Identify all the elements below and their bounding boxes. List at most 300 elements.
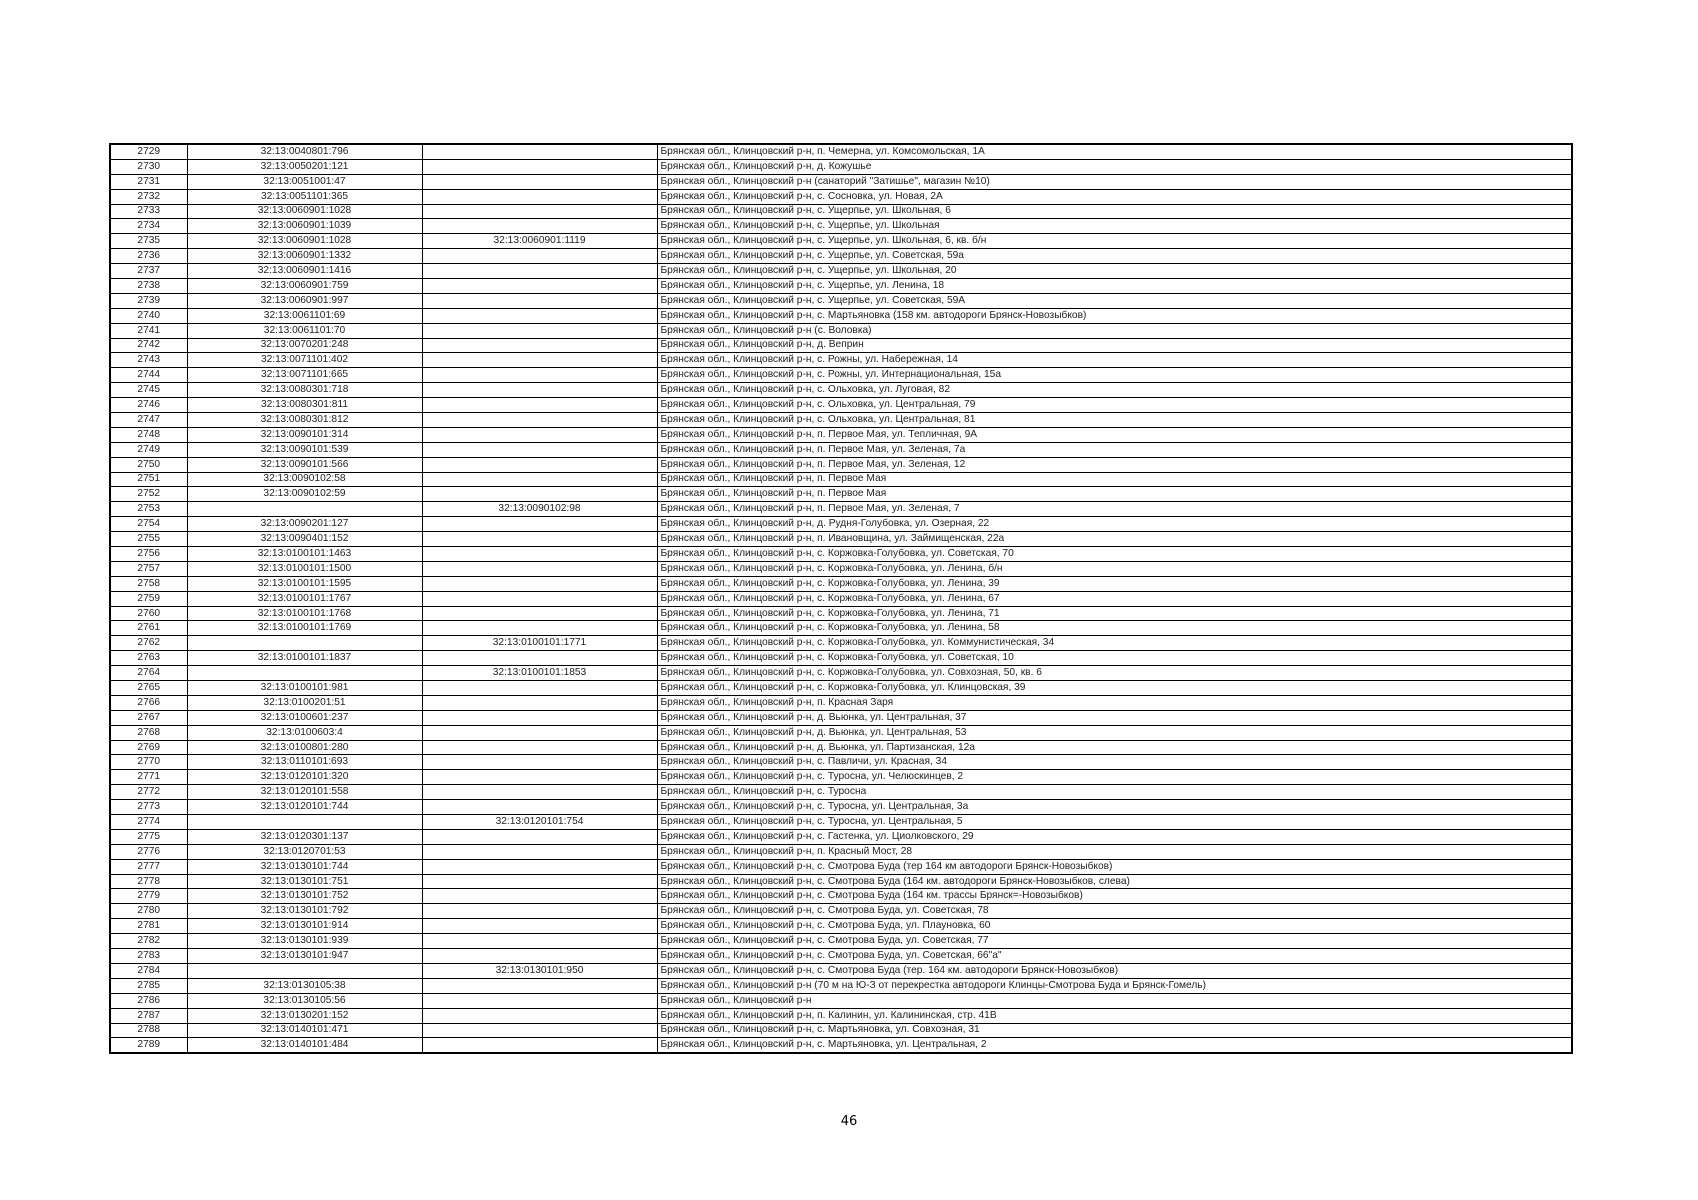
cadastral-number-cell: 32:13:0100101:1463 (187, 547, 422, 562)
row-number-cell: 2770 (110, 755, 187, 770)
table-row (110, 904, 1572, 919)
row-number-cell: 2741 (110, 323, 187, 338)
cadastral-number-cell: 32:13:0100101:1768 (187, 606, 422, 621)
table-row (110, 755, 1572, 770)
cadastral-number-cell (187, 963, 422, 978)
cadastral-number-cell: 32:13:0060901:1028 (187, 204, 422, 219)
cadastral-number-cell: 32:13:0130105:38 (187, 978, 422, 993)
row-number-cell: 2783 (110, 949, 187, 964)
cadastral-number-2-cell (422, 755, 657, 770)
cadastral-number-cell: 32:13:0051101:365 (187, 189, 422, 204)
cadastral-number-2-cell (422, 547, 657, 562)
address-cell: Брянская обл., Клинцовский р-н, с. Коржовка-Голубовка, ул. Ленина, 39 (657, 576, 1572, 591)
cadastral-number-cell: 32:13:0100601:237 (187, 710, 422, 725)
row-number-cell: 2756 (110, 547, 187, 562)
row-number-cell: 2730 (110, 159, 187, 174)
row-number-cell: 2776 (110, 844, 187, 859)
cadastral-number-2-cell (422, 264, 657, 279)
row-number-cell: 2768 (110, 725, 187, 740)
row-number-cell: 2729 (110, 144, 187, 159)
address-cell: Брянская обл., Клинцовский р-н, с. Рожны, ул. Интернациональная, 15а (657, 368, 1572, 383)
cadastral-number-2-cell (422, 412, 657, 427)
table-row (110, 978, 1572, 993)
row-number-cell: 2780 (110, 904, 187, 919)
row-number-cell: 2746 (110, 398, 187, 413)
cadastral-number-2-cell (422, 800, 657, 815)
address-cell: Брянская обл., Клинцовский р-н, с. Ущерпье, ул. Школьная, 6, кв. б/н (657, 234, 1572, 249)
address-cell: Брянская обл., Клинцовский р-н, п. Калинин, ул. Калининская, стр. 41В (657, 1008, 1572, 1023)
cadastral-number-2-cell (422, 144, 657, 159)
cadastral-number-cell: 32:13:0050201:121 (187, 159, 422, 174)
table-row (110, 442, 1572, 457)
row-number-cell: 2764 (110, 666, 187, 681)
row-number-cell: 2777 (110, 859, 187, 874)
cadastral-number-cell: 32:13:0080301:718 (187, 383, 422, 398)
row-number-cell: 2744 (110, 368, 187, 383)
cadastral-number-cell: 32:13:0080301:811 (187, 398, 422, 413)
address-cell: Брянская обл., Клинцовский р-н, с. Коржовка-Голубовка, ул. Советская, 10 (657, 651, 1572, 666)
cadastral-number-cell: 32:13:0140101:484 (187, 1038, 422, 1053)
cadastral-number-cell: 32:13:0100603:4 (187, 725, 422, 740)
cadastral-number-cell (187, 815, 422, 830)
cadastral-number-2-cell: 32:13:0120101:754 (422, 815, 657, 830)
row-number-cell: 2761 (110, 621, 187, 636)
address-cell: Брянская обл., Клинцовский р-н, с. Мартьяновка, ул. Совхозная, 31 (657, 1023, 1572, 1038)
table-row (110, 666, 1572, 681)
cadastral-number-cell: 32:13:0060901:997 (187, 293, 422, 308)
row-number-cell: 2782 (110, 934, 187, 949)
cadastral-number-2-cell (422, 904, 657, 919)
cadastral-number-2-cell (422, 189, 657, 204)
address-cell: Брянская обл., Клинцовский р-н, д. Рудня-Голубовка, ул. Озерная, 22 (657, 517, 1572, 532)
table-row (110, 174, 1572, 189)
row-number-cell: 2763 (110, 651, 187, 666)
cadastral-number-2-cell (422, 591, 657, 606)
address-cell: Брянская обл., Клинцовский р-н, с. Павличи, ул. Красная, 34 (657, 755, 1572, 770)
row-number-cell: 2736 (110, 249, 187, 264)
table-row (110, 353, 1572, 368)
row-number-cell: 2772 (110, 785, 187, 800)
row-number-cell: 2765 (110, 681, 187, 696)
cadastral-number-2-cell: 32:13:0100101:1771 (422, 636, 657, 651)
table-row (110, 1023, 1572, 1038)
cadastral-number-2-cell (422, 919, 657, 934)
table-row (110, 889, 1572, 904)
cadastral-number-2-cell (422, 1023, 657, 1038)
row-number-cell: 2748 (110, 427, 187, 442)
address-cell: Брянская обл., Клинцовский р-н, с. Гастенка, ул. Циолковского, 29 (657, 829, 1572, 844)
cadastral-number-2-cell: 32:13:0130101:950 (422, 963, 657, 978)
row-number-cell: 2739 (110, 293, 187, 308)
table-row (110, 606, 1572, 621)
address-cell: Брянская обл., Клинцовский р-н, с. Коржовка-Голубовка, ул. Совхозная, 50, кв. 6 (657, 666, 1572, 681)
row-number-cell: 2731 (110, 174, 187, 189)
cadastral-number-2-cell (422, 606, 657, 621)
cadastral-number-cell: 32:13:0060901:1028 (187, 234, 422, 249)
table-row (110, 189, 1572, 204)
address-cell: Брянская обл., Клинцовский р-н, с. Смотрова Буда (тер. 164 км. автодороги Брянск-Новозыбков) (657, 963, 1572, 978)
address-cell: Брянская обл., Клинцовский р-н, п. Ивановщина, ул. Займищенская, 22а (657, 532, 1572, 547)
table-row (110, 323, 1572, 338)
row-number-cell: 2754 (110, 517, 187, 532)
cadastral-number-2-cell (422, 517, 657, 532)
cadastral-number-2-cell (422, 323, 657, 338)
cadastral-number-cell: 32:13:0090201:127 (187, 517, 422, 532)
table-row (110, 249, 1572, 264)
address-cell: Брянская обл., Клинцовский р-н, с. Ущерпье, ул. Школьная (657, 219, 1572, 234)
table-row (110, 681, 1572, 696)
row-number-cell: 2757 (110, 561, 187, 576)
page-number: 46 (840, 1114, 858, 1129)
cadastral-number-cell: 32:13:0100101:1769 (187, 621, 422, 636)
address-cell: Брянская обл., Клинцовский р-н, с. Ущерпье, ул. Школьная, 20 (657, 264, 1572, 279)
table-row (110, 144, 1572, 159)
table-row (110, 934, 1572, 949)
cadastral-number-cell: 32:13:0060901:1039 (187, 219, 422, 234)
address-cell: Брянская обл., Клинцовский р-н, п. Первое Мая, ул. Тепличная, 9А (657, 427, 1572, 442)
row-number-cell: 2759 (110, 591, 187, 606)
cadastral-number-cell: 32:13:0120101:744 (187, 800, 422, 815)
row-number-cell: 2787 (110, 1008, 187, 1023)
row-number-cell: 2779 (110, 889, 187, 904)
address-cell: Брянская обл., Клинцовский р-н, с. Коржовка-Голубовка, ул. Ленина, 58 (657, 621, 1572, 636)
address-cell: Брянская обл., Клинцовский р-н, с. Смотрова Буда (164 км. автодороги Брянск-Новозыбков, слева) (657, 874, 1572, 889)
cadastral-number-cell: 32:13:0090102:58 (187, 472, 422, 487)
cadastral-number-2-cell (422, 993, 657, 1008)
table-row (110, 740, 1572, 755)
cadastral-number-2-cell (422, 308, 657, 323)
address-cell: Брянская обл., Клинцовский р-н, с. Туросна, ул. Центральная, 5 (657, 815, 1572, 830)
address-cell: Брянская обл., Клинцовский р-н, с. Туросна, ул. Центральная, 3а (657, 800, 1572, 815)
address-cell: Брянская обл., Клинцовский р-н, с. Мартьяновка (158 км. автодороги Брянск-Новозыбков) (657, 308, 1572, 323)
cadastral-number-2-cell: 32:13:0100101:1853 (422, 666, 657, 681)
cadastral-number-cell: 32:13:0130101:744 (187, 859, 422, 874)
cadastral-number-cell: 32:13:0120701:53 (187, 844, 422, 859)
row-number-cell: 2752 (110, 487, 187, 502)
address-cell: Брянская обл., Клинцовский р-н, д. Веприн (657, 338, 1572, 353)
cadastral-number-cell: 32:13:0130105:56 (187, 993, 422, 1008)
cadastral-number-cell: 32:13:0130101:914 (187, 919, 422, 934)
row-number-cell: 2753 (110, 502, 187, 517)
address-cell: Брянская обл., Клинцовский р-н, с. Коржовка-Голубовка, ул. Ленина, 67 (657, 591, 1572, 606)
table-row (110, 576, 1572, 591)
table-row (110, 368, 1572, 383)
cadastral-number-cell: 32:13:0120301:137 (187, 829, 422, 844)
row-number-cell: 2745 (110, 383, 187, 398)
cadastral-number-2-cell (422, 1008, 657, 1023)
table-row (110, 234, 1572, 249)
row-number-cell: 2785 (110, 978, 187, 993)
address-cell: Брянская обл., Клинцовский р-н, п. Первое Мая, ул. Зеленая, 12 (657, 457, 1572, 472)
table-row (110, 159, 1572, 174)
table-row (110, 219, 1572, 234)
cadastral-number-2-cell (422, 472, 657, 487)
table-row (110, 338, 1572, 353)
table-row (110, 1038, 1572, 1053)
row-number-cell: 2749 (110, 442, 187, 457)
table-row (110, 695, 1572, 710)
row-number-cell: 2784 (110, 963, 187, 978)
cadastral-number-2-cell (422, 576, 657, 591)
row-number-cell: 2743 (110, 353, 187, 368)
cadastral-number-2-cell (422, 844, 657, 859)
cadastral-number-2-cell (422, 889, 657, 904)
cadastral-number-cell: 32:13:0100101:981 (187, 681, 422, 696)
row-number-cell: 2788 (110, 1023, 187, 1038)
address-cell: Брянская обл., Клинцовский р-н, с. Рожны, ул. Набережная, 14 (657, 353, 1572, 368)
address-cell: Брянская обл., Клинцовский р-н, с. Смотрова Буда, ул. Плауновка, 60 (657, 919, 1572, 934)
row-number-cell: 2755 (110, 532, 187, 547)
row-number-cell: 2778 (110, 874, 187, 889)
table-row (110, 561, 1572, 576)
address-cell: Брянская обл., Клинцовский р-н, с. Смотрова Буда, ул. Советская, 66"а" (657, 949, 1572, 964)
cadastral-number-2-cell (422, 695, 657, 710)
cadastral-number-2-cell: 32:13:0060901:1119 (422, 234, 657, 249)
table-row (110, 547, 1572, 562)
cadastral-number-cell: 32:13:0120101:320 (187, 770, 422, 785)
table-row (110, 308, 1572, 323)
cadastral-number-2-cell (422, 770, 657, 785)
cadastral-number-cell: 32:13:0060901:1332 (187, 249, 422, 264)
table-row (110, 770, 1572, 785)
table-row (110, 859, 1572, 874)
cadastral-number-cell: 32:13:0090401:152 (187, 532, 422, 547)
table-row (110, 532, 1572, 547)
cadastral-number-2-cell (422, 338, 657, 353)
address-cell: Брянская обл., Клинцовский р-н, п. Первое Мая (657, 487, 1572, 502)
row-number-cell: 2758 (110, 576, 187, 591)
cadastral-number-cell: 32:13:0090101:566 (187, 457, 422, 472)
cadastral-number-2-cell (422, 621, 657, 636)
cadastral-number-cell: 32:13:0130101:752 (187, 889, 422, 904)
cadastral-number-cell: 32:13:0110101:693 (187, 755, 422, 770)
row-number-cell: 2789 (110, 1038, 187, 1053)
cadastral-number-cell: 32:13:0130101:792 (187, 904, 422, 919)
row-number-cell: 2747 (110, 412, 187, 427)
row-number-cell: 2774 (110, 815, 187, 830)
address-cell: Брянская обл., Клинцовский р-н, д. Кожушье (657, 159, 1572, 174)
cadastral-number-cell (187, 502, 422, 517)
cadastral-number-cell: 32:13:0080301:812 (187, 412, 422, 427)
address-cell: Брянская обл., Клинцовский р-н, с. Коржовка-Голубовка, ул. Ленина, 71 (657, 606, 1572, 621)
address-cell: Брянская обл., Клинцовский р-н, д. Вьюнка, ул. Партизанская, 12а (657, 740, 1572, 755)
address-cell: Брянская обл., Клинцовский р-н (с. Воловка) (657, 323, 1572, 338)
address-cell: Брянская обл., Клинцовский р-н, с. Туросна (657, 785, 1572, 800)
address-cell: Брянская обл., Клинцовский р-н, п. Красная Заря (657, 695, 1572, 710)
registry-table-body (110, 144, 1572, 1053)
cadastral-number-2-cell (422, 725, 657, 740)
cadastral-number-cell: 32:13:0051001:47 (187, 174, 422, 189)
address-cell: Брянская обл., Клинцовский р-н, с. Коржовка-Голубовка, ул. Клинцовская, 39 (657, 681, 1572, 696)
cadastral-number-cell: 32:13:0060901:759 (187, 278, 422, 293)
cadastral-number-cell (187, 666, 422, 681)
registry-table (109, 143, 1573, 1054)
address-cell: Брянская обл., Клинцовский р-н, с. Мартьяновка, ул. Центральная, 2 (657, 1038, 1572, 1053)
table-row (110, 487, 1572, 502)
cadastral-number-2-cell (422, 651, 657, 666)
row-number-cell: 2766 (110, 695, 187, 710)
address-cell: Брянская обл., Клинцовский р-н, п. Красный Мост, 28 (657, 844, 1572, 859)
cadastral-number-cell: 32:13:0100101:1500 (187, 561, 422, 576)
cadastral-number-2-cell (422, 368, 657, 383)
table-row (110, 264, 1572, 279)
table-row (110, 502, 1572, 517)
cadastral-number-2-cell (422, 532, 657, 547)
table-row (110, 829, 1572, 844)
address-cell: Брянская обл., Клинцовский р-н, д. Вьюнка, ул. Центральная, 37 (657, 710, 1572, 725)
address-cell: Брянская обл., Клинцовский р-н (70 м на Ю-З от перекрестка автодороги Клинцы-Смотрова Буда и Брянск-Гомель) (657, 978, 1572, 993)
cadastral-number-cell: 32:13:0090101:539 (187, 442, 422, 457)
address-cell: Брянская обл., Клинцовский р-н, п. Чемерна, ул. Комсомольская, 1А (657, 144, 1572, 159)
cadastral-number-cell: 32:13:0130101:939 (187, 934, 422, 949)
address-cell: Брянская обл., Клинцовский р-н, с. Ольховка, ул. Центральная, 81 (657, 412, 1572, 427)
address-cell: Брянская обл., Клинцовский р-н, с. Ольховка, ул. Центральная, 79 (657, 398, 1572, 413)
row-number-cell: 2742 (110, 338, 187, 353)
table-row (110, 621, 1572, 636)
cadastral-number-cell: 32:13:0100101:1837 (187, 651, 422, 666)
address-cell: Брянская обл., Клинцовский р-н, с. Туросна, ул. Челюскинцев, 2 (657, 770, 1572, 785)
address-cell: Брянская обл., Клинцовский р-н, с. Смотрова Буда (тер 164 км автодороги Брянск-Новозыбков) (657, 859, 1572, 874)
row-number-cell: 2769 (110, 740, 187, 755)
address-cell: Брянская обл., Клинцовский р-н, с. Коржовка-Голубовка, ул. Коммунистическая, 34 (657, 636, 1572, 651)
cadastral-number-cell: 32:13:0100101:1595 (187, 576, 422, 591)
table-row (110, 383, 1572, 398)
table-row (110, 293, 1572, 308)
table-row (110, 800, 1572, 815)
cadastral-number-2-cell (422, 398, 657, 413)
row-number-cell: 2767 (110, 710, 187, 725)
row-number-cell: 2735 (110, 234, 187, 249)
table-row (110, 472, 1572, 487)
address-cell: Брянская обл., Клинцовский р-н, с. Коржовка-Голубовка, ул. Ленина, б/н (657, 561, 1572, 576)
cadastral-number-2-cell (422, 934, 657, 949)
address-cell: Брянская обл., Клинцовский р-н, с. Коржовка-Голубовка, ул. Советская, 70 (657, 547, 1572, 562)
address-cell: Брянская обл., Клинцовский р-н, с. Смотрова Буда, ул. Советская, 78 (657, 904, 1572, 919)
cadastral-number-cell: 32:13:0090102:59 (187, 487, 422, 502)
cadastral-number-cell: 32:13:0061101:69 (187, 308, 422, 323)
address-cell: Брянская обл., Клинцовский р-н, с. Сосновка, ул. Новая, 2А (657, 189, 1572, 204)
cadastral-number-cell: 32:13:0060901:1416 (187, 264, 422, 279)
row-number-cell: 2734 (110, 219, 187, 234)
row-number-cell: 2786 (110, 993, 187, 1008)
cadastral-number-2-cell (422, 427, 657, 442)
table-row (110, 398, 1572, 413)
cadastral-number-cell: 32:13:0130101:947 (187, 949, 422, 964)
cadastral-number-cell: 32:13:0071101:665 (187, 368, 422, 383)
cadastral-number-cell: 32:13:0040801:796 (187, 144, 422, 159)
address-cell: Брянская обл., Клинцовский р-н, с. Смотрова Буда (164 км. трассы Брянск=-Новозыбков) (657, 889, 1572, 904)
table-row (110, 636, 1572, 651)
table-row (110, 785, 1572, 800)
cadastral-number-2-cell (422, 1038, 657, 1053)
cadastral-number-2-cell: 32:13:0090102:98 (422, 502, 657, 517)
row-number-cell: 2760 (110, 606, 187, 621)
cadastral-number-2-cell (422, 859, 657, 874)
table-row (110, 1008, 1572, 1023)
row-number-cell: 2773 (110, 800, 187, 815)
table-row (110, 874, 1572, 889)
table-row (110, 815, 1572, 830)
row-number-cell: 2771 (110, 770, 187, 785)
cadastral-number-2-cell (422, 487, 657, 502)
row-number-cell: 2738 (110, 278, 187, 293)
cadastral-number-2-cell (422, 249, 657, 264)
cadastral-number-2-cell (422, 204, 657, 219)
table-row (110, 919, 1572, 934)
row-number-cell: 2733 (110, 204, 187, 219)
address-cell: Брянская обл., Клинцовский р-н, с. Ольховка, ул. Луговая, 82 (657, 383, 1572, 398)
row-number-cell: 2762 (110, 636, 187, 651)
table-row (110, 457, 1572, 472)
address-cell: Брянская обл., Клинцовский р-н (санаторий "Затишье", магазин №10) (657, 174, 1572, 189)
cadastral-number-2-cell (422, 442, 657, 457)
address-cell: Брянская обл., Клинцовский р-н, п. Первое Мая, ул. Зеленая, 7а (657, 442, 1572, 457)
cadastral-number-2-cell (422, 785, 657, 800)
table-row (110, 993, 1572, 1008)
address-cell: Брянская обл., Клинцовский р-н, с. Ущерпье, ул. Ленина, 18 (657, 278, 1572, 293)
cadastral-number-2-cell (422, 710, 657, 725)
cadastral-number-2-cell (422, 293, 657, 308)
table-row (110, 725, 1572, 740)
cadastral-number-2-cell (422, 219, 657, 234)
row-number-cell: 2775 (110, 829, 187, 844)
cadastral-number-2-cell (422, 353, 657, 368)
table-row (110, 963, 1572, 978)
cadastral-number-2-cell (422, 457, 657, 472)
table-row (110, 412, 1572, 427)
row-number-cell: 2740 (110, 308, 187, 323)
address-cell: Брянская обл., Клинцовский р-н (657, 993, 1572, 1008)
cadastral-number-2-cell (422, 561, 657, 576)
cadastral-number-2-cell (422, 681, 657, 696)
cadastral-number-2-cell (422, 740, 657, 755)
cadastral-number-cell: 32:13:0071101:402 (187, 353, 422, 368)
address-cell: Брянская обл., Клинцовский р-н, с. Ущерпье, ул. Школьная, 6 (657, 204, 1572, 219)
cadastral-number-cell: 32:13:0130101:751 (187, 874, 422, 889)
table-row (110, 844, 1572, 859)
address-cell: Брянская обл., Клинцовский р-н, с. Смотрова Буда, ул. Советская, 77 (657, 934, 1572, 949)
address-cell: Брянская обл., Клинцовский р-н, с. Ущерпье, ул. Советская, 59а (657, 249, 1572, 264)
address-cell: Брянская обл., Клинцовский р-н, д. Вьюнка, ул. Центральная, 53 (657, 725, 1572, 740)
table-row (110, 427, 1572, 442)
cadastral-number-2-cell (422, 978, 657, 993)
cadastral-number-2-cell (422, 383, 657, 398)
cadastral-number-cell: 32:13:0100801:280 (187, 740, 422, 755)
row-number-cell: 2737 (110, 264, 187, 279)
table-row (110, 651, 1572, 666)
cadastral-number-2-cell (422, 278, 657, 293)
table-row (110, 517, 1572, 532)
table-row (110, 278, 1572, 293)
address-cell: Брянская обл., Клинцовский р-н, п. Первое Мая, ул. Зеленая, 7 (657, 502, 1572, 517)
cadastral-number-cell: 32:13:0070201:248 (187, 338, 422, 353)
address-cell: Брянская обл., Клинцовский р-н, п. Первое Мая (657, 472, 1572, 487)
table-row (110, 204, 1572, 219)
row-number-cell: 2750 (110, 457, 187, 472)
table-row (110, 710, 1572, 725)
cadastral-number-2-cell (422, 829, 657, 844)
cadastral-number-cell: 32:13:0130201:152 (187, 1008, 422, 1023)
cadastral-number-2-cell (422, 949, 657, 964)
cadastral-number-cell (187, 636, 422, 651)
row-number-cell: 2781 (110, 919, 187, 934)
row-number-cell: 2732 (110, 189, 187, 204)
cadastral-number-cell: 32:13:0140101:471 (187, 1023, 422, 1038)
cadastral-number-cell: 32:13:0100201:51 (187, 695, 422, 710)
cadastral-number-2-cell (422, 159, 657, 174)
cadastral-number-cell: 32:13:0061101:70 (187, 323, 422, 338)
cadastral-number-2-cell (422, 874, 657, 889)
